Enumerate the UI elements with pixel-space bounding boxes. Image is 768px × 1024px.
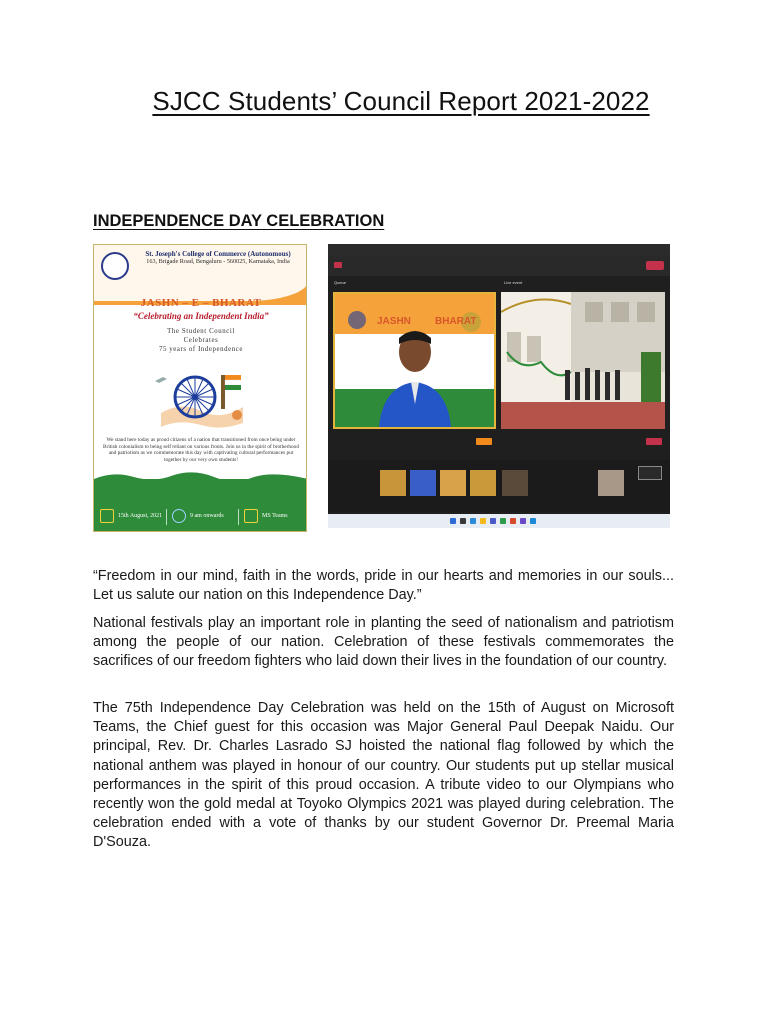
teams-toolbar	[328, 256, 670, 276]
end-button	[646, 438, 662, 445]
poster-date: 15th August, 2021	[100, 503, 162, 529]
taskbar-icon	[450, 518, 456, 524]
queue-banner-text: JASHN	[377, 316, 411, 327]
poster-time: 9 am onwards	[172, 503, 224, 529]
leave-button	[646, 261, 664, 270]
calendar-icon	[100, 509, 114, 523]
taskbar-icon	[500, 518, 506, 524]
poster-council-line: The Student Council	[167, 328, 235, 335]
poster-event-name: JASHN – E – BHARAT	[140, 297, 262, 309]
event-poster	[93, 244, 307, 532]
clock-icon	[172, 509, 186, 523]
taskbar-icon	[530, 518, 536, 524]
presenter-thumbnail	[410, 470, 436, 496]
teams-live-event-screenshot	[328, 244, 670, 528]
quote-text: “Freedom in our mind, faith in the words, pride in our hearts and memories in our souls... Let us salute our nation on this Independence Day.”	[93, 568, 674, 604]
poster-college-name: St. Joseph's College of Commerce (Autonomous)	[145, 250, 291, 258]
poster-footer	[94, 503, 307, 529]
body-paragraph: National festivals play an important role in planting the seed of nationalism and patriotism among the people of our nation. Celebration of these festivals commemorates the sacrifices of our freedom fighters who laid down their lives in the foundation of our country.	[93, 615, 674, 670]
queue-banner-text-2: BHARAT	[435, 316, 477, 327]
poster-council-line: 75 years of Independence	[158, 346, 244, 353]
teams-titlebar	[328, 244, 670, 256]
divider	[238, 509, 239, 525]
screen-icon	[244, 509, 258, 523]
college-logo-icon	[101, 252, 129, 280]
queue-label: Queue	[334, 280, 347, 285]
presenter-thumbnail	[380, 470, 406, 496]
presenters-row	[328, 460, 670, 512]
taskbar-icon	[520, 518, 526, 524]
live-label: Live event	[504, 280, 523, 285]
poster-college-info	[134, 251, 302, 265]
live-indicator	[334, 262, 342, 268]
report-title: SJCC Students’ Council Report 2021-2022	[152, 86, 650, 116]
queue-video-frame	[333, 292, 496, 429]
poster-council-line: Celebrates	[183, 337, 219, 344]
body-paragraph: The 75th Independence Day Celebration was held on the 15th of August on Microsoft Teams, the Chief guest for this occasion was Major General Paul Deepak Naidu. Our principal, Rev. Dr. Charles Lasrado SJ hoisted the national flag followed by which the national anthem was played in honour of our country. Our students put up stellar musical performances in the spirit of this proud occasion. A tribute video to our Olympians who recently won the gold medal at Toyoko Olympics 2021 was played during celebration. The celebration ended with a vote of thanks by our student Governor Dr. Preemal Maria D'Souza.	[93, 700, 674, 851]
live-video-frame	[501, 292, 665, 429]
windows-taskbar	[328, 514, 670, 528]
taskbar-icon	[490, 518, 496, 524]
presenter-thumbnail	[502, 470, 528, 496]
ashoka-chakra-icon	[151, 361, 251, 433]
poster-statement: We stand here today as proud citizens of a nation that transitioned from once being under British colonialism to being self reliant on various fronts. Join us in the spirit of brotherhood and patriotism as we commemorate this day with captivating cultural performances put together by our very own students!	[103, 437, 299, 463]
divider	[166, 509, 167, 525]
poster-tagline: “Celebrating an Independent India”	[133, 311, 269, 321]
taskbar-icon	[460, 518, 466, 524]
send-live-button	[476, 438, 492, 445]
taskbar-icon	[480, 518, 486, 524]
poster-college-address: 163, Brigade Road, Bengaluru - 560025, Karnataka, India	[146, 258, 290, 265]
poster-council-text	[94, 327, 307, 354]
chat-button	[638, 466, 662, 480]
presenter-thumbnail	[440, 470, 466, 496]
taskbar-icon	[510, 518, 516, 524]
presenter-thumbnail	[470, 470, 496, 496]
taskbar-icon	[470, 518, 476, 524]
poster-platform: MS Teams	[244, 503, 288, 529]
presenter-thumbnail	[598, 470, 624, 496]
section-heading: INDEPENDENCE DAY CELEBRATION	[93, 212, 385, 230]
